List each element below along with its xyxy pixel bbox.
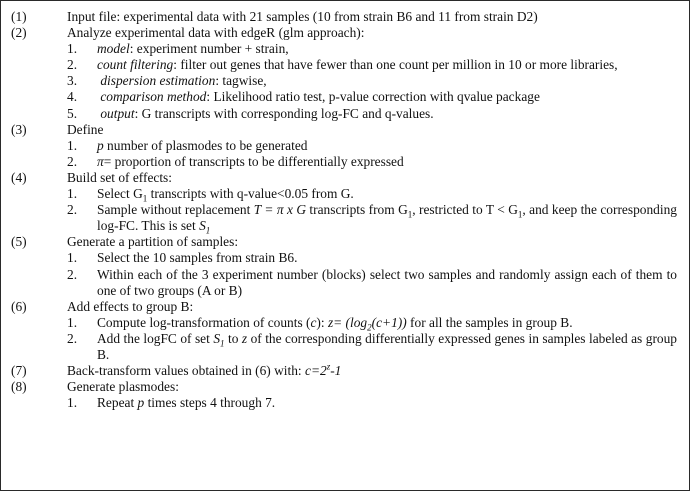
step-4 [11, 170, 681, 186]
substep-number: 1. [67, 314, 78, 330]
step-1 [11, 9, 681, 25]
substep-text: : experiment number + strain, [129, 41, 289, 57]
set-name: S [199, 218, 206, 234]
step-number: (7) [11, 363, 27, 379]
superscript: z [326, 361, 331, 372]
substep-text: transcripts with q-value<0.05 from G. [147, 186, 354, 202]
substep-2-3 [11, 73, 681, 89]
step-number: (3) [11, 121, 27, 137]
substep-text: : filter out genes that have fewer than one count per million in 10 or more libraries, [173, 57, 618, 73]
substep-number: 1. [67, 41, 78, 57]
substep-text: number of plasmodes to be generated [103, 137, 308, 153]
formula: -1 [330, 363, 342, 379]
substep-text: , and keep the corresponding log-FC. This is set [97, 202, 677, 234]
subscript: 1 [407, 209, 413, 220]
substep-number: 2. [67, 266, 78, 282]
subscript: 2 [367, 322, 372, 333]
step-text: Input file: experimental data with 21 samples (10 from strain B6 and 11 from strain D2) [67, 9, 538, 24]
substep-label: dispersion estimation [100, 73, 216, 89]
formula: T = π x G [253, 202, 307, 218]
step-text: Generate a partition of samples: [67, 234, 239, 250]
step-number: (5) [11, 234, 27, 250]
substep-4-1 [11, 186, 681, 202]
variable: c [310, 314, 317, 330]
substep-text: , restricted to T < G [412, 202, 518, 218]
step-number: (6) [11, 298, 27, 314]
algorithm-steps [11, 9, 681, 411]
substep-2-1 [11, 41, 681, 57]
substep-3-1 [11, 138, 681, 154]
substep-5-2 [11, 267, 681, 299]
step-text: Define [67, 121, 104, 137]
substep-text: times steps 4 through 7. [144, 395, 276, 411]
step-text: Back-transform values obtained in (6) with: [67, 363, 305, 379]
step-number: (4) [11, 169, 27, 185]
substep-6-2 [11, 331, 681, 363]
substep-text: : tagwise, [215, 73, 267, 89]
substep-number: 1. [67, 137, 78, 153]
substep-number: 1. [67, 186, 78, 202]
substep-number: 1. [67, 395, 78, 411]
substep-text: ): [316, 314, 328, 330]
substep-number: 2. [67, 57, 78, 73]
step-8 [11, 379, 681, 395]
step-text: Add effects to group B: [67, 298, 194, 314]
substep-text: transcripts from G [306, 202, 408, 218]
substep-2-2 [11, 57, 681, 73]
substep-number: 2. [67, 202, 78, 218]
formula: z= (log [327, 314, 368, 330]
step-6 [11, 299, 681, 315]
set-name: S [213, 330, 221, 346]
step-text: Build set of effects: [67, 169, 172, 185]
substep-text: Add the logFC of set [97, 330, 214, 346]
substep-8-1 [11, 395, 681, 411]
substep-4-2 [11, 202, 681, 234]
formula: (c+1)) [371, 314, 407, 330]
substep-5-1 [11, 250, 681, 266]
substep-text: Repeat [97, 395, 138, 411]
variable: p [97, 137, 104, 153]
substep-2-5 [11, 106, 681, 122]
substep-number: 5. [67, 105, 78, 121]
step-number: (2) [11, 25, 27, 41]
substep-label: comparison method [100, 89, 207, 105]
substep-text: of the corresponding differentially expressed genes in samples labeled as group B. [97, 330, 677, 362]
substep-text: Sample without replacement [97, 202, 254, 218]
substep-text: Select G [97, 186, 143, 202]
substep-number: 3. [67, 73, 78, 89]
formula: c=2 [305, 363, 327, 379]
variable: π [97, 153, 104, 169]
substep-label: output [100, 105, 135, 121]
substep-text: for all the samples in group B. [406, 314, 573, 330]
substep-number: 1. [67, 250, 78, 266]
step-text: Analyze experimental data with edgeR (glm approach): [67, 25, 365, 41]
step-3 [11, 122, 681, 138]
substep-text: Within each of the 3 experiment number (blocks) select two samples and randomly assign each of them to one of two groups (A or B) [97, 266, 677, 298]
step-text: Generate plasmodes: [67, 379, 179, 395]
step-number: (8) [11, 379, 27, 395]
substep-number: 2. [67, 330, 78, 346]
subscript: 1 [220, 338, 225, 349]
variable: p [137, 395, 145, 411]
substep-label: count filtering [97, 57, 174, 73]
substep-6-1 [11, 315, 681, 331]
substep-text: : Likelihood ratio test, p-value correction with qvalue package [206, 89, 540, 105]
variable: z [241, 330, 248, 346]
substep-2-4 [11, 89, 681, 105]
step-7 [11, 363, 681, 379]
substep-text: Select the 10 samples from strain B6. [97, 250, 298, 266]
step-2 [11, 25, 681, 41]
substep-number: 4. [67, 89, 78, 105]
substep-number: 2. [67, 153, 78, 169]
subscript: 1 [142, 193, 148, 204]
substep-label: model [97, 41, 130, 57]
subscript: 1 [517, 209, 523, 220]
step-5 [11, 234, 681, 250]
substep-text: to [224, 330, 242, 346]
substep-3-2 [11, 154, 681, 170]
subscript: 1 [205, 225, 211, 236]
substep-text: : G transcripts with corresponding log-FC and q-values. [134, 105, 434, 121]
step-number: (1) [11, 9, 27, 24]
substep-text: Compute log-transformation of counts ( [97, 314, 311, 330]
substep-text: = proportion of transcripts to be differentially expressed [103, 153, 404, 169]
